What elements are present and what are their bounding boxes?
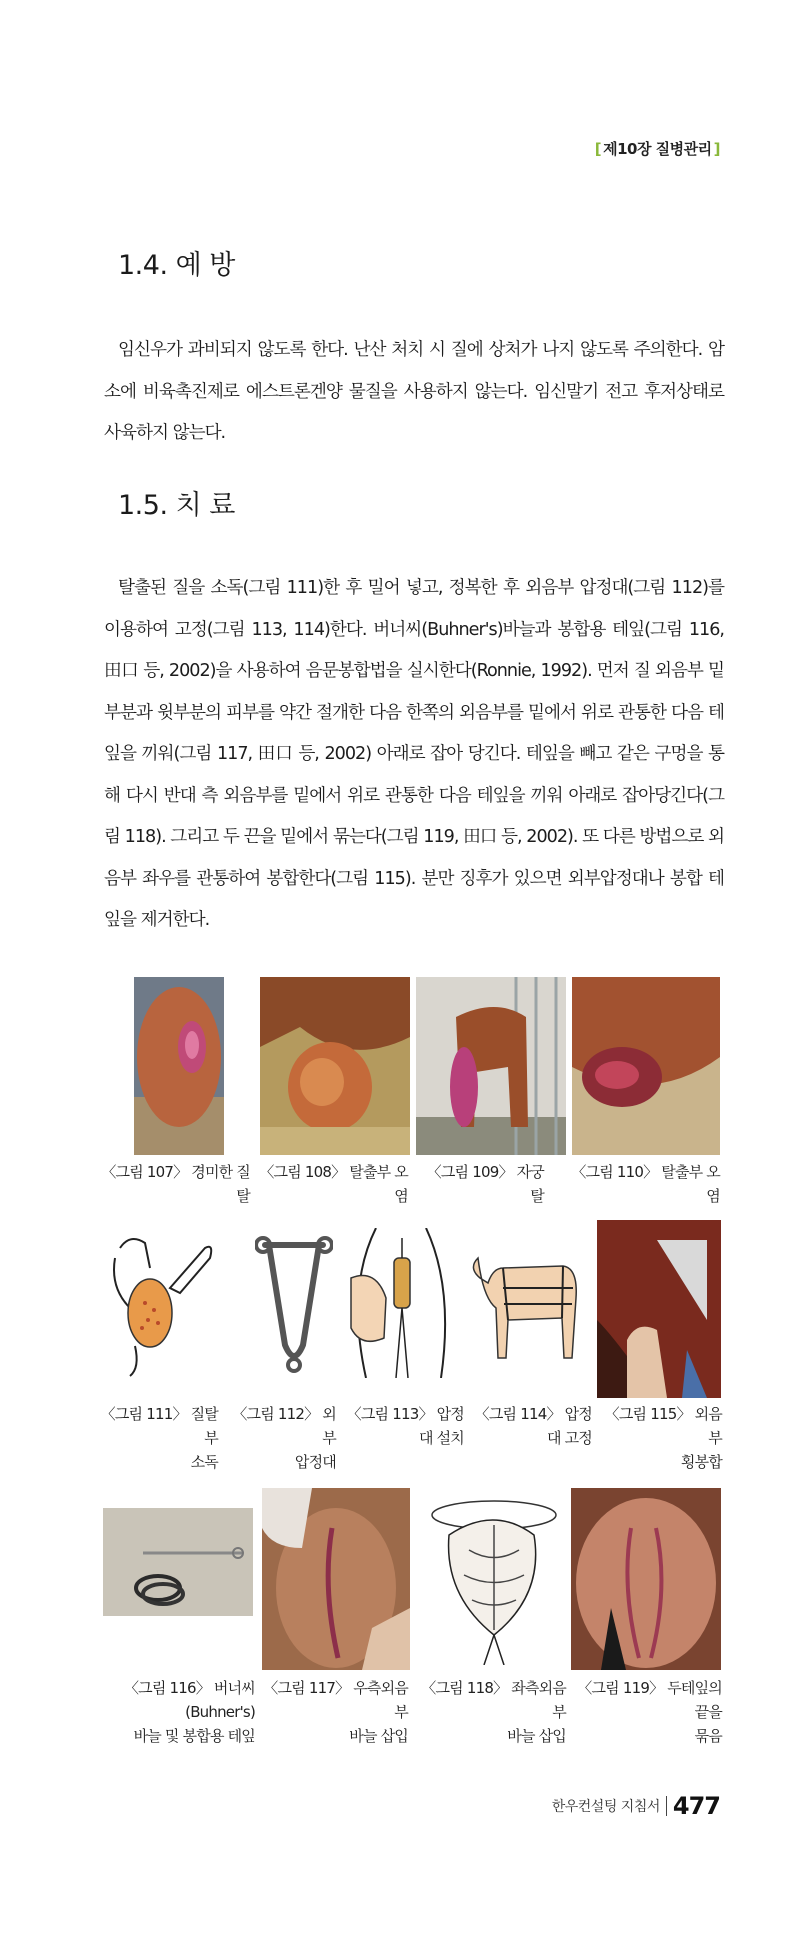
figure-109-photo (416, 977, 566, 1155)
figure-115-caption: 〈그림 115〉 외음부 횡봉합 (604, 1405, 722, 1471)
chapter-label: [ 제10장 질병관리 ] (594, 140, 720, 158)
figure-110-caption: 〈그림 110〉 탈출부 오염 (571, 1163, 720, 1205)
figure-114-drawing (468, 1238, 586, 1368)
prevention-paragraph: 임신우가 과비되지 않도록 한다. 난산 처치 시 질에 상처가 나지 않도록 주의한다. 암소에 비육촉진제로 에스트론겐양 물질을 사용하지 않는다. 임신말기 전고 후저상태로 사육하지 않는다. (104, 340, 724, 443)
figure-119-photo (571, 1488, 721, 1670)
section-title-treatment: 1.5. 치 료 (118, 490, 235, 521)
footer-book-title: 한우컨설팅 지침서 (551, 1799, 660, 1815)
chapter-label-text: 제10장 질병관리 (603, 140, 712, 158)
figure-117-photo (262, 1488, 410, 1670)
page-footer (552, 1792, 720, 1820)
footer-divider (666, 1796, 667, 1816)
figure-112-drawing (255, 1235, 333, 1375)
figure-107-caption: 〈그림 107〉 경미한 질탈 (101, 1163, 250, 1205)
section-body-treatment (104, 568, 724, 942)
figure-107-photo (134, 977, 224, 1155)
figure-110-photo (572, 977, 720, 1155)
figure-116-photo (103, 1508, 253, 1616)
figure-108-caption: 〈그림 108〉 탈출부 오염 (259, 1163, 408, 1205)
figure-115-photo (597, 1220, 721, 1398)
figure-108-photo (260, 977, 410, 1155)
page-number: 477 (672, 1792, 720, 1820)
figure-111-caption: 〈그림 111〉 질탈부 소독 (100, 1405, 218, 1471)
figure-118-caption: 〈그림 118〉 좌측외음부 바늘 삽입 (421, 1679, 566, 1745)
figure-109-caption: 〈그림 109〉 자궁탈 (426, 1163, 544, 1205)
figure-116-caption: 〈그림 116〉 버너씨(Buhner's) 바늘 및 봉합용 테잎 (123, 1679, 255, 1745)
figure-111-drawing (110, 1228, 218, 1378)
figure-113-caption: 〈그림 113〉 압정대 설치 (346, 1405, 464, 1447)
treatment-paragraph: 탈출된 질을 소독(그림 111)한 후 밀어 넣고, 정복한 후 외음부 압정대(그림 112)를 이용하여 고정(그림 113, 114)한다. 버너씨(Buhner's)바늘과 봉합용 테잎(그림 116, 田口 등, 2002)을 사용하여 음문봉합법을 실시한다(Ronnie, 1992). 먼저 질 외음부 밑부분과 윗부분의 피부를 약간 절개한 다음 한쪽의 외음부를 밑에서 위로 관통한 다음 테잎을 끼워(그림 117, 田口 등, 2002) 아래로 잡아 당긴다. 테잎을 빼고 같은 구멍을 통해 다시 반대 측 외음부를 밑에서 위로 관통한 다음 테잎을 끼워 아래로 잡아당긴다(그림 118). 그리고 두 끈을 밑에서 묶는다(그림 119, 田口 등, 2002). 또 다른 방법으로 외음부 좌우를 관통하여 봉합한다(그림 115). 분만 징후가 있으면 외부압정대나 봉합 테잎을 제거한다. (104, 578, 724, 930)
figure-114-caption: 〈그림 114〉 압정대 고정 (474, 1405, 592, 1447)
figure-117-caption: 〈그림 117〉 우측외음부 바늘 삽입 (263, 1679, 408, 1745)
figure-119-caption: 〈그림 119〉 두테잎의 끝을 묶음 (577, 1679, 722, 1745)
section-body-prevention (104, 330, 724, 455)
figure-112-caption: 〈그림 112〉 외부 압정대 (232, 1405, 336, 1471)
section-title-prevention: 1.4. 예 방 (118, 250, 235, 281)
figure-113-drawing (346, 1228, 454, 1378)
figure-118-drawing (424, 1495, 562, 1665)
